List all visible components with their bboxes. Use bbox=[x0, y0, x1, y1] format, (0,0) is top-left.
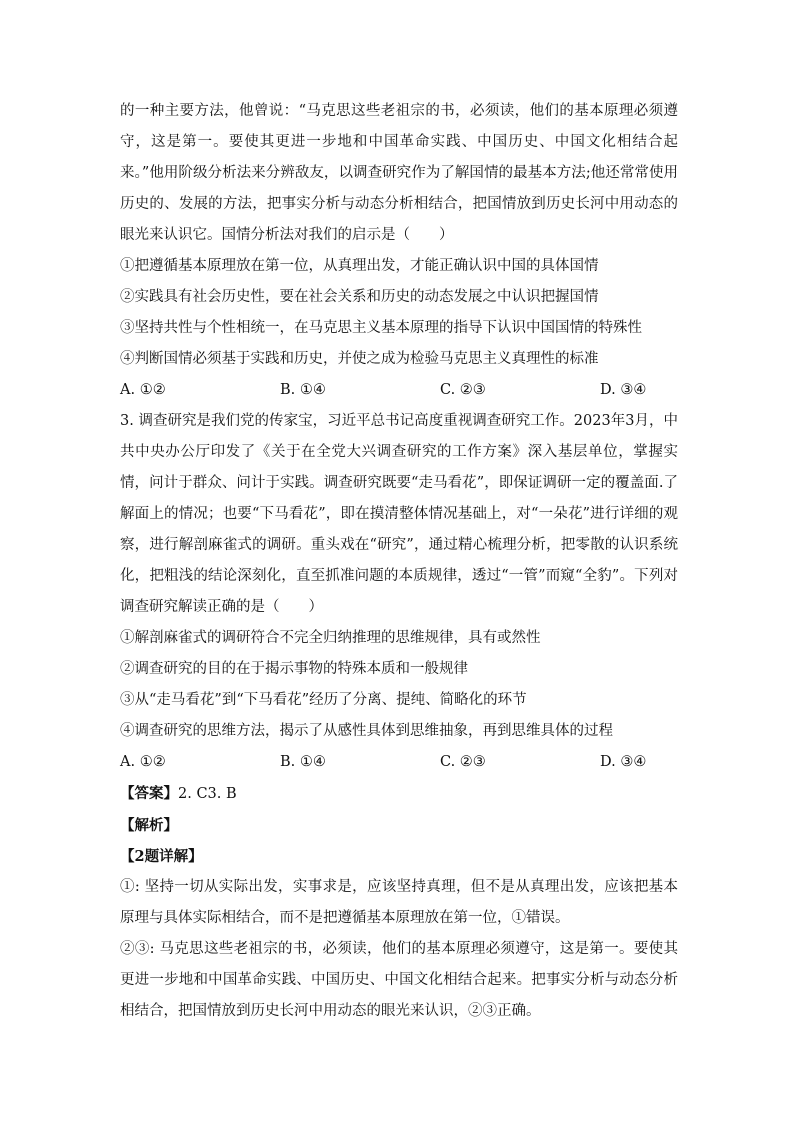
detail2-paragraph-1: ①: 坚持一切从实际出发，实事求是，应该坚持真理，但不是从真理出发，应该把基本原理与具体实际相结合，而不是把遵循基本原理放在第一位，①错误。 bbox=[120, 879, 678, 926]
q2-item-3: ③坚持共性与个性相统一，在马克思主义基本原理的指导下认识中国国情的特殊性 bbox=[120, 320, 642, 336]
answer-line bbox=[120, 778, 678, 810]
analysis-tag: 【解析】 bbox=[120, 817, 178, 834]
q2-options bbox=[120, 375, 678, 406]
q3-stem: 3. 调查研究是我们党的传家宝，习近平总书记高度重视调查研究工作。2023年3月，中共中央办公厅印发了《关于在全党大兴调查研究的工作方案》深入基层单位，掌握实情，问计于群众、问计于实践。调查研究既要“走马看花”，即保证调研一定的覆盖面.了解面上的情况；也要“下马看花”，即在摸清整体情况基础上，对“一朵花”进行详细的观察，进行解剖麻雀式的调研。重头戏在“研究”，通过精心梳理分析，把零散的认识系统化，把粗浅的结论深刻化，直至抓准问题的本质规律，透过“一管”而窥“全豹”。下列对调查研究解读正确的是（ ） bbox=[120, 413, 678, 615]
q3-option-a: A. ①② bbox=[120, 754, 166, 770]
q3-options bbox=[120, 747, 678, 778]
q2-stem: 的一种主要方法，他曾说：“马克思这些老祖宗的书，必须读，他们的基本原理必须遵守，这是第一。要使其更进一步地和中国革命实践、中国历史、中国文化相结合起来。”他用阶级分析法来分辨敌友，以调查研究作为了解国情的最基本方法;他还常常使用历史的、发展的方法，把事实分析与动态分析相结合，把国情放到历史长河中用动态的眼光来认识它。国情分析法对我们的启示是（ ） bbox=[120, 103, 678, 243]
detail2-paragraph-2: ②③: 马克思这些老祖宗的书，必须读，他们的基本原理必须遵守，这是第一。要使其更进一步地和中国革命实践、中国历史、中国文化相结合起来。把事实分析与动态分析相结合，把国情放到历史长河中用动态的眼光来认识，②③正确。 bbox=[120, 941, 678, 1019]
answer-tag: 【答案】 bbox=[120, 785, 178, 802]
q3-item-1: ①解剖麻雀式的调研符合不完全归纳推理的思维规律，具有或然性 bbox=[120, 630, 541, 646]
document-content bbox=[120, 96, 678, 1027]
q2-item-2: ②实践具有社会历史性，要在社会关系和历史的动态发展之中认识把握国情 bbox=[120, 289, 599, 305]
q2-option-b: B. ①④ bbox=[280, 382, 326, 398]
q2-option-a: A. ①② bbox=[120, 382, 166, 398]
q3-option-c: C. ②③ bbox=[440, 754, 486, 770]
q2-item-1: ①把遵循基本原理放在第一位，从真理出发，才能正确认识中国的具体国情 bbox=[120, 258, 599, 274]
q2-option-c: C. ②③ bbox=[440, 382, 486, 398]
answer-text: 2. C3. B bbox=[178, 786, 237, 802]
q3-item-3: ③从“走马看花”到“下马看花”经历了分离、提纯、简略化的环节 bbox=[120, 692, 527, 708]
q3-item-2: ②调查研究的目的在于揭示事物的特殊本质和一般规律 bbox=[120, 661, 468, 677]
q2-option-d: D. ③④ bbox=[600, 382, 647, 398]
q3-item-4: ④调查研究的思维方法，揭示了从感性具体到思维抽象，再到思维具体的过程 bbox=[120, 723, 613, 739]
q3-option-b: B. ①④ bbox=[280, 754, 326, 770]
detail2-tag: 【2题详解】 bbox=[120, 848, 203, 865]
q2-item-4: ④判断国情必须基于实践和历史，并使之成为检验马克思主义真理性的标准 bbox=[120, 351, 599, 367]
q3-option-d: D. ③④ bbox=[600, 754, 647, 770]
